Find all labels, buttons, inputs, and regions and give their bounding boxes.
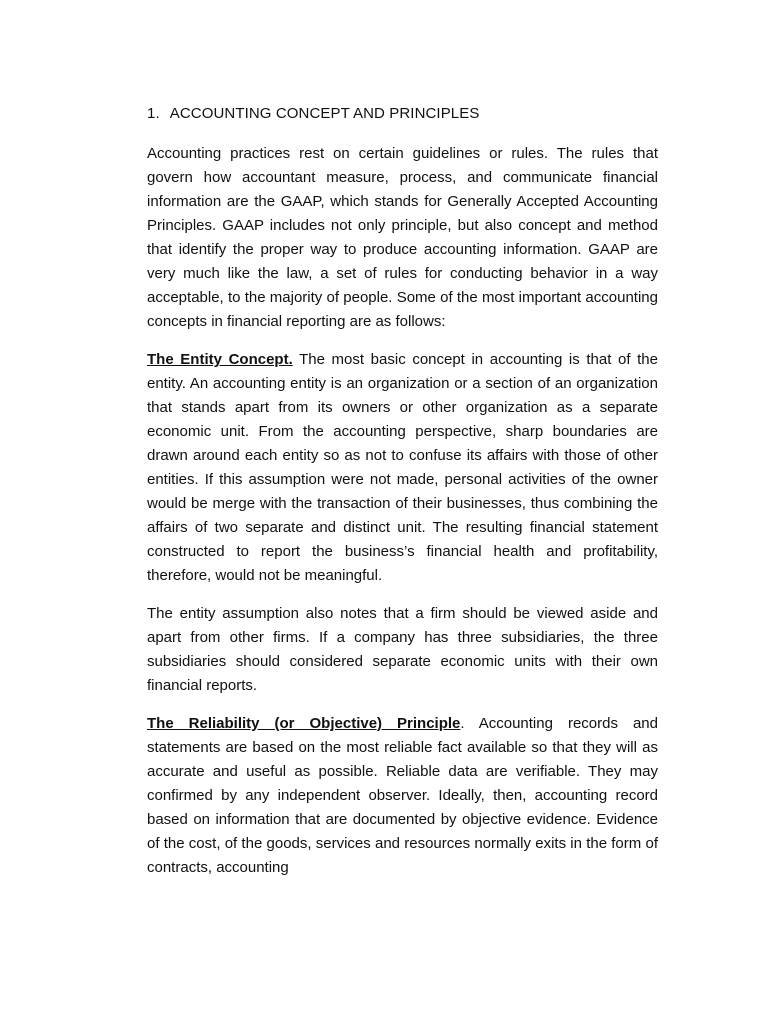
- paragraph-lead: The Entity Concept.: [147, 351, 293, 368]
- paragraph-reliability-principle: [147, 712, 658, 880]
- section-heading: [147, 104, 658, 124]
- paragraph-entity-concept: [147, 348, 658, 588]
- paragraph-lead: The Reliability (or Objective) Principle: [147, 715, 461, 732]
- paragraph-text: . Accounting records and statements are based on the most reliable fact available so that they will as accurate and useful as possible. Reliable data are verifiable. They may confirmed by any independent observer. Ideally, then, accounting record based on information that are documented by objective evidence. Evidence of the cost, of the goods, services and resources normally exits in the form of contracts, accounting: [147, 715, 658, 876]
- section-number: 1.: [147, 105, 160, 122]
- paragraph-entity-assumption: [147, 602, 658, 698]
- paragraph-text: The entity assumption also notes that a firm should be viewed aside and apart from other firms. If a company has three subsidiaries, the three subsidiaries should considered separate economic units with their own financial reports.: [147, 605, 658, 694]
- paragraph-text: The most basic concept in accounting is that of the entity. An accounting entity is an organization or a section of an organization that stands apart from its owners or other organization as a separate economic unit. From the accounting perspective, sharp boundaries are drawn around each entity so as not to confuse its affairs with those of other entities. If this assumption were not made, personal activities of the owner would be merge with the transaction of their businesses, thus combining the affairs of two separate and distinct unit. The resulting financial statement constructed to report the business’s financial health and profitability, therefore, would not be meaningful.: [147, 351, 658, 584]
- paragraph-intro: [147, 142, 658, 334]
- section-title: ACCOUNTING CONCEPT AND PRINCIPLES: [169, 105, 480, 122]
- paragraph-text: Accounting practices rest on certain guidelines or rules. The rules that govern how accountant measure, process, and communicate financial information are the GAAP, which stands for Generally Accepted Accounting Principles. GAAP includes not only principle, but also concept and method that identify the proper way to produce accounting information. GAAP are very much like the law, a set of rules for conducting behavior in a way acceptable, to the majority of people. Some of the most important accounting concepts in financial reporting are as follows:: [147, 145, 658, 330]
